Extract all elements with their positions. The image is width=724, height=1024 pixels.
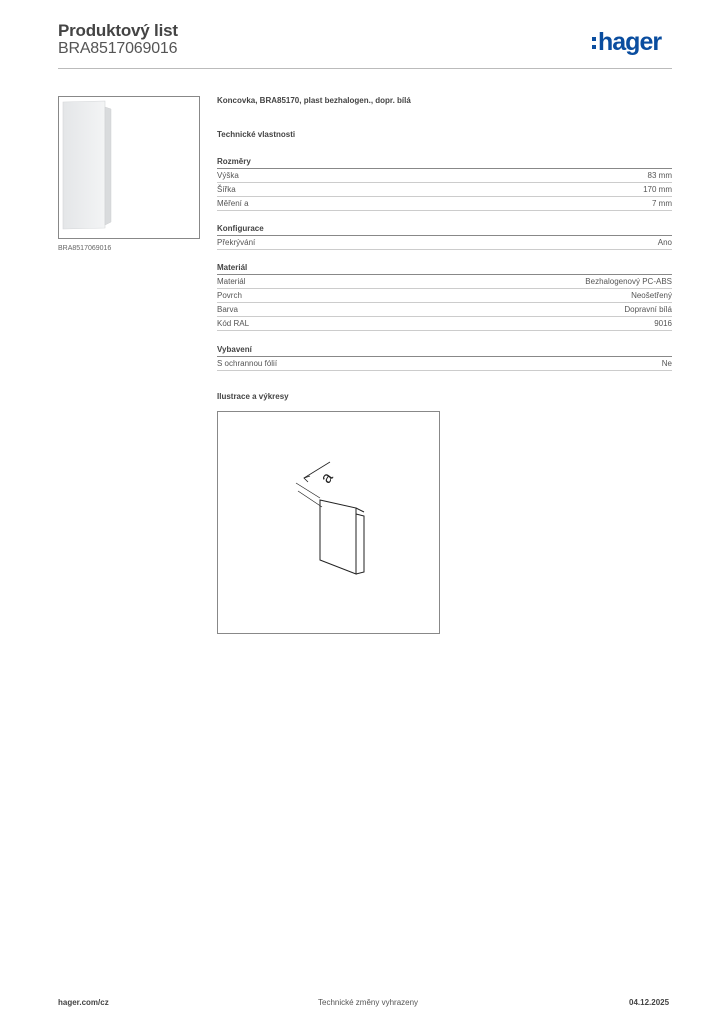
technical-properties-title: Technické vlastnosti — [217, 130, 296, 139]
product-image-caption: BRA8517069016 — [58, 245, 112, 252]
spec-row — [217, 197, 672, 211]
spec-row — [217, 169, 672, 183]
spec-value: 7 mm — [652, 199, 672, 208]
product-details — [217, 96, 672, 487]
section-configuration — [217, 224, 672, 250]
spec-label: Šířka — [217, 185, 236, 194]
spec-value: Bezhalogenový PC-ABS — [585, 277, 672, 286]
spec-row — [217, 357, 672, 371]
dimension-label-a: a — [317, 469, 337, 487]
spec-label: Povrch — [217, 291, 242, 300]
section-equipment — [217, 345, 672, 371]
section-dimensions — [217, 157, 672, 211]
header-product-code: BRA8517069016 — [58, 40, 178, 57]
spec-value: 170 mm — [643, 185, 672, 194]
technical-drawing-box — [217, 411, 440, 634]
product-image — [59, 97, 199, 238]
spec-row — [217, 236, 672, 250]
spec-row — [217, 303, 672, 317]
section-title: Rozměry — [217, 157, 672, 169]
spec-value: 83 mm — [647, 171, 672, 180]
illustrations-title: Ilustrace a výkresy — [217, 392, 289, 401]
logo-dots-icon — [592, 37, 596, 49]
spec-value: Ne — [661, 359, 672, 368]
header-divider — [58, 68, 672, 69]
spec-value: Dopravní bílá — [624, 305, 672, 314]
spec-row — [217, 275, 672, 289]
spec-label: Měření a — [217, 199, 249, 208]
hager-logo — [592, 27, 661, 57]
header-title: Produktový list — [58, 21, 178, 40]
section-material — [217, 263, 672, 331]
product-description: Koncovka, BRA85170, plast bezhalogen., dopr. bílá — [217, 96, 411, 105]
spec-label: Kód RAL — [217, 319, 250, 328]
product-image-box — [58, 96, 200, 239]
spec-row — [217, 289, 672, 303]
spec-label: Překrývání — [217, 238, 256, 247]
section-title: Vybavení — [217, 345, 672, 357]
spec-label: Výška — [217, 171, 239, 180]
technical-drawing — [218, 412, 439, 633]
section-title: Materiál — [217, 263, 672, 275]
spec-value: 9016 — [654, 319, 672, 328]
spec-label: S ochrannou fólií — [217, 359, 278, 368]
spec-value: Neošetřený — [631, 291, 672, 300]
footer-date: 04.12.2025 — [629, 998, 670, 1007]
footer-website: hager.com/cz — [58, 998, 109, 1007]
logo-text: hager — [598, 27, 662, 56]
footer-note: Technické změny vyhrazeny — [318, 998, 419, 1007]
spec-label: Materiál — [217, 277, 246, 286]
spec-row — [217, 317, 672, 331]
spec-label: Barva — [217, 305, 238, 314]
section-title: Konfigurace — [217, 224, 672, 236]
spec-row — [217, 183, 672, 197]
spec-value: Ano — [657, 238, 672, 247]
